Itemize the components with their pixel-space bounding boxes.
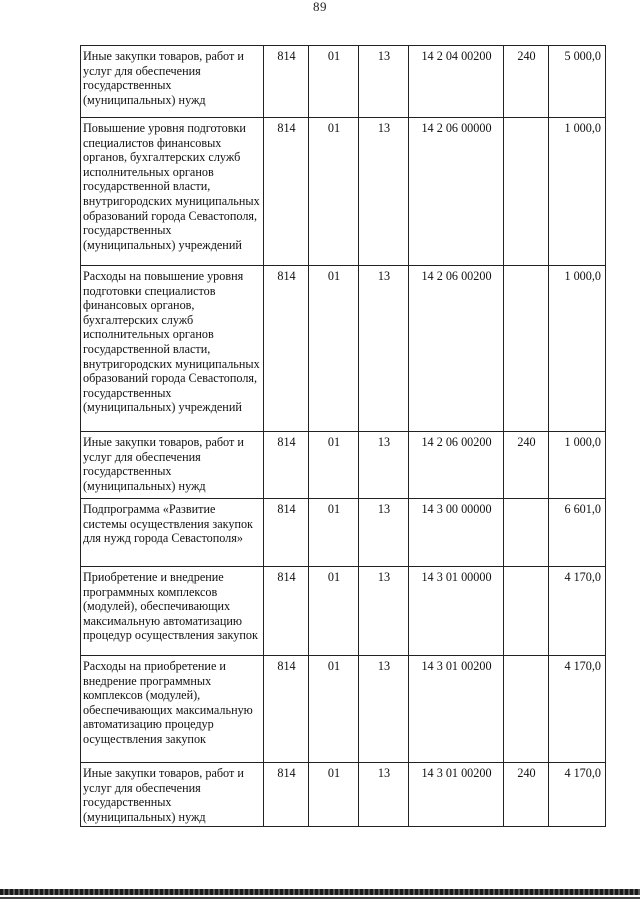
row-name: Повышение уровня подготовки специалистов финансовых органов, бухгалтерских служб исполнительных органов государственной власти, внутригородских муниципальных образований города Севастополя, государственных (муниципальных) учреждений xyxy=(81,118,264,266)
row-name: Подпрограмма «Развитие системы осуществления закупок для нужд города Севастополя» xyxy=(81,499,264,567)
table-row xyxy=(81,763,606,827)
amount: 6 601,0 xyxy=(549,499,606,567)
expense-type xyxy=(504,656,549,763)
subsection-code: 13 xyxy=(359,46,409,118)
table-row xyxy=(81,46,606,118)
row-name: Иные закупки товаров, работ и услуг для обеспечения государственных (муниципальных) нужд xyxy=(81,763,264,827)
section-code: 01 xyxy=(309,656,359,763)
ministry-code: 814 xyxy=(264,46,309,118)
row-name: Расходы на повышение уровня подготовки специалистов финансовых органов, бухгалтерских служб исполнительных органов государственной власти, внутригородских муниципальных образований города Севастополя, государственных (муниципальных) учреждений xyxy=(81,266,264,432)
table-row xyxy=(81,656,606,763)
section-code: 01 xyxy=(309,763,359,827)
target-article: 14 3 01 00200 xyxy=(409,656,504,763)
table-row xyxy=(81,266,606,432)
amount: 4 170,0 xyxy=(549,567,606,656)
section-code: 01 xyxy=(309,266,359,432)
subsection-code: 13 xyxy=(359,118,409,266)
section-code: 01 xyxy=(309,118,359,266)
table-row xyxy=(81,499,606,567)
section-code: 01 xyxy=(309,567,359,656)
row-name: Расходы на приобретение и внедрение программных комплексов (модулей), обеспечивающих максимальную автоматизацию процедур осуществления закупок xyxy=(81,656,264,763)
table-row xyxy=(81,432,606,499)
scan-edge-band xyxy=(0,889,640,895)
ministry-code: 814 xyxy=(264,499,309,567)
amount: 1 000,0 xyxy=(549,432,606,499)
section-code: 01 xyxy=(309,46,359,118)
table-row xyxy=(81,567,606,656)
expense-type xyxy=(504,499,549,567)
subsection-code: 13 xyxy=(359,432,409,499)
subsection-code: 13 xyxy=(359,656,409,763)
target-article: 14 2 06 00000 xyxy=(409,118,504,266)
subsection-code: 13 xyxy=(359,499,409,567)
expense-type: 240 xyxy=(504,46,549,118)
target-article: 14 3 00 00000 xyxy=(409,499,504,567)
section-code: 01 xyxy=(309,432,359,499)
amount: 1 000,0 xyxy=(549,118,606,266)
ministry-code: 814 xyxy=(264,567,309,656)
subsection-code: 13 xyxy=(359,567,409,656)
amount: 4 170,0 xyxy=(549,763,606,827)
page-number: 89 xyxy=(313,0,327,14)
scan-edge-line xyxy=(0,897,640,899)
amount: 1 000,0 xyxy=(549,266,606,432)
budget-table xyxy=(80,45,606,827)
ministry-code: 814 xyxy=(264,763,309,827)
row-name: Приобретение и внедрение программных комплексов (модулей), обеспечивающих максимальную автоматизацию процедур осуществления закупок xyxy=(81,567,264,656)
target-article: 14 3 01 00000 xyxy=(409,567,504,656)
target-article: 14 2 04 00200 xyxy=(409,46,504,118)
amount: 5 000,0 xyxy=(549,46,606,118)
ministry-code: 814 xyxy=(264,118,309,266)
target-article: 14 2 06 00200 xyxy=(409,432,504,499)
expense-type xyxy=(504,567,549,656)
row-name: Иные закупки товаров, работ и услуг для обеспечения государственных (муниципальных) нужд xyxy=(81,432,264,499)
expense-type: 240 xyxy=(504,763,549,827)
subsection-code: 13 xyxy=(359,763,409,827)
row-name: Иные закупки товаров, работ и услуг для обеспечения государственных (муниципальных) нужд xyxy=(81,46,264,118)
subsection-code: 13 xyxy=(359,266,409,432)
expense-type: 240 xyxy=(504,432,549,499)
target-article: 14 2 06 00200 xyxy=(409,266,504,432)
amount: 4 170,0 xyxy=(549,656,606,763)
expense-type xyxy=(504,266,549,432)
ministry-code: 814 xyxy=(264,266,309,432)
target-article: 14 3 01 00200 xyxy=(409,763,504,827)
ministry-code: 814 xyxy=(264,432,309,499)
section-code: 01 xyxy=(309,499,359,567)
expense-type xyxy=(504,118,549,266)
table-row xyxy=(81,118,606,266)
ministry-code: 814 xyxy=(264,656,309,763)
